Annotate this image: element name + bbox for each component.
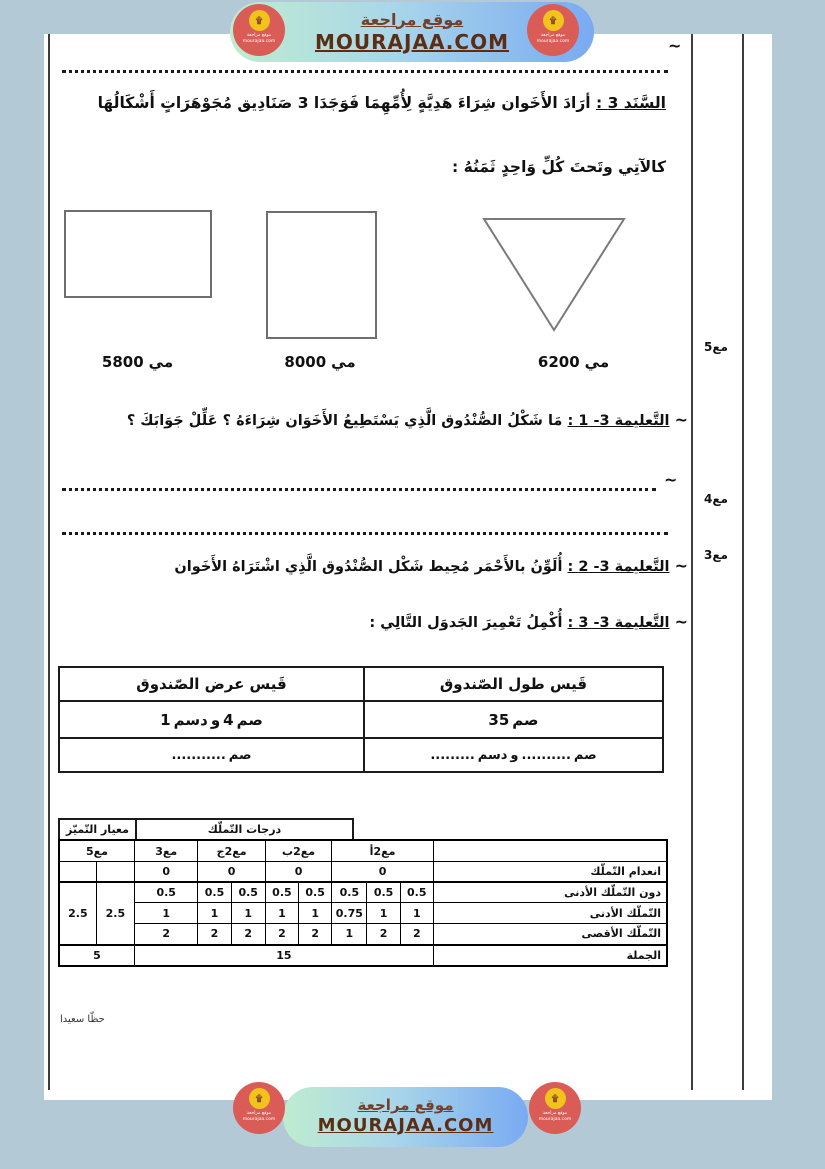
grading-table — [58, 839, 668, 967]
score-cell: 0.5 — [265, 882, 298, 903]
answer-line-1 — [62, 476, 656, 491]
score-cell: 0 — [198, 862, 265, 882]
score-cell: 0.5 — [134, 882, 197, 903]
exercise-title: السَّنَد 3 : — [596, 94, 666, 112]
table-row — [59, 862, 667, 882]
col-header-ma3: مع3 — [134, 840, 197, 862]
width-value-cell: 1 دسم و 4 صم — [59, 701, 364, 738]
length-value-cell: 35 صم — [364, 701, 663, 738]
logo-caption: موقع مراجعة mourajaa.com — [242, 33, 276, 44]
score-cell: 2 — [400, 924, 433, 945]
table-row — [59, 738, 663, 772]
question-3-1-label: التَّعليمة 3- 1 : — [567, 413, 670, 429]
frame-right-rule — [742, 34, 744, 1090]
tilde-mark: ~ — [674, 556, 688, 575]
site-name-arabic[interactable]: موقع مراجعة — [357, 1096, 454, 1115]
question-3-1-text: مَا شَكْلُ الصُّنْدُوق الَّذِي يَسْتَطِيعُ الأَخَوَان شِرَاءَهُ ؟ عَلِّلْ جَوَابَكَ ؟ — [126, 413, 563, 429]
triangle-price-label: 6200 مي — [537, 353, 610, 371]
score-cell: 0.5 — [198, 882, 231, 903]
score-cell: 2 — [367, 924, 400, 945]
score-cell: 2 — [265, 924, 298, 945]
col-header-ma5: مع5 — [59, 840, 134, 862]
row-label: التّملّك الأدنى — [433, 903, 667, 924]
site-banner-footer — [283, 1087, 528, 1147]
table-row — [59, 701, 663, 738]
margin-score-5: مع5 — [704, 340, 728, 354]
site-logo-icon — [233, 4, 285, 56]
empty-cell — [59, 862, 96, 882]
total-mastery-cell: 15 — [134, 945, 433, 966]
question-3-2-text: أُلَوِّنُ بالأَحْمَر مُحِيط شَكْل الصُّنْدُوق الَّذِي اشْتَرَاهُ الأَخَوان — [174, 559, 563, 575]
score-cell: 2 — [299, 924, 332, 945]
row-label: انعدام التّملّك — [433, 862, 667, 882]
exercise-statement — [60, 94, 666, 112]
length-header-cell: قَيس طول الصّندوق — [364, 667, 663, 701]
score-cell: 1 — [265, 903, 298, 924]
question-3-3 — [60, 612, 688, 631]
score-cell: 1 — [198, 903, 231, 924]
score-cell: 2 — [231, 924, 265, 945]
table-row — [59, 903, 667, 924]
frame-inner-rule — [691, 34, 693, 1090]
question-3-1 — [60, 410, 688, 429]
tilde-mark: ~ — [664, 470, 678, 489]
question-3-2 — [60, 556, 688, 575]
logo-pen-icon: ۩ — [249, 10, 270, 31]
table-row — [59, 945, 667, 966]
site-name-arabic[interactable]: موقع مراجعة — [360, 9, 464, 29]
exercise-statement-2: كالآتِي وتَحتَ كُلِّ وَاحِدٍ ثَمَنُهُ : — [452, 158, 666, 176]
question-3-3-text: أُكْمِلُ تَعْمِيرَ الجَدوَل التَّالِي : — [369, 615, 563, 631]
tilde-mark: ~ — [668, 36, 682, 55]
logo-caption: موقع مراجعة mourajaa.com — [538, 1111, 572, 1122]
logo-caption: موقع مراجعة mourajaa.com — [242, 1111, 276, 1122]
score-cell: 1 — [332, 924, 367, 945]
table-row — [59, 882, 667, 903]
length-answer-cell: ......... دسم و .......... صم — [364, 738, 663, 772]
mastery-degrees-header: درجات التّملّك — [137, 818, 354, 839]
score-cell: 1 — [299, 903, 332, 924]
tilde-mark: ~ — [674, 612, 688, 631]
answer-line-2 — [62, 520, 668, 535]
logo-caption: موقع مراجعة mourajaa.com — [536, 33, 570, 44]
logo-pen-icon: ۩ — [543, 10, 564, 31]
score-cell: 0.5 — [332, 882, 367, 903]
logo-pen-icon: ۩ — [545, 1088, 566, 1109]
table-row — [59, 667, 663, 701]
score-cell: 0 — [265, 862, 331, 882]
score-cell: 1 — [400, 903, 433, 924]
table-row — [59, 924, 667, 945]
tilde-mark: ~ — [674, 410, 688, 429]
measurement-table — [58, 666, 664, 773]
total-criterion-cell: 5 — [59, 945, 134, 966]
row-label: الجملة — [433, 945, 667, 966]
row-label: التّملّك الأقصى — [433, 924, 667, 945]
rectangle-box-shape — [64, 210, 212, 298]
exercise-statement-text: أرَادَ الأَخَوان شِرَاءَ هَدِيَّةٍ لِأُمِّهِمَا فَوَجَدَا 3 صَنَادِيق مُجَوْهَرَاتٍ أَشْكَالُهَا — [97, 94, 591, 112]
square-box-shape — [266, 211, 377, 339]
excellence-criterion-header: معيار التّميّز — [58, 818, 137, 839]
score-cell: 0 — [332, 862, 434, 882]
col-header-ma2b: مع2ب — [265, 840, 331, 862]
site-logo-icon — [529, 1082, 581, 1134]
col-header-ma2a: مع2أ — [332, 840, 434, 862]
empty-cell — [96, 862, 134, 882]
row-label: دون التّملّك الأدنى — [433, 882, 667, 903]
row-label-header-empty — [433, 840, 667, 862]
frame-left-rule — [48, 34, 50, 1090]
grading-strip — [58, 818, 354, 839]
logo-pen-icon: ۩ — [249, 1088, 270, 1109]
score-cell: 1 — [367, 903, 400, 924]
good-luck-note: حظّا سعيدا — [60, 1014, 105, 1025]
score-cell: 0.5 — [367, 882, 400, 903]
width-header-cell: قَيس عرض الصّندوق — [59, 667, 364, 701]
margin-score-4: مع4 — [704, 492, 728, 506]
score-cell: 2 — [134, 924, 197, 945]
margin-score-3: مع3 — [704, 548, 728, 562]
triangle-box-shape — [480, 216, 628, 334]
score-cell: 0.75 — [332, 903, 367, 924]
question-3-2-label: التَّعليمة 3- 2 : — [567, 559, 670, 575]
col-header-ma2j: مع2ج — [198, 840, 265, 862]
rectangle-price-label: 5800 مي — [101, 353, 174, 371]
site-url-link[interactable]: MOURAJAA.COM — [317, 1115, 494, 1137]
score-cell: 0.5 — [400, 882, 433, 903]
score-cell: 0.5 — [299, 882, 332, 903]
score-cell: 1 — [134, 903, 197, 924]
table-row — [59, 840, 667, 862]
site-url-link[interactable]: MOURAJAA.COM — [315, 29, 509, 54]
question-3-3-label: التَّعليمة 3- 3 : — [567, 615, 670, 631]
criterion-score-cell: 2.5 — [59, 882, 96, 945]
score-cell: 0 — [134, 862, 197, 882]
square-price-label: 8000 مي — [284, 353, 356, 371]
score-cell: 1 — [231, 903, 265, 924]
site-logo-icon — [527, 4, 579, 56]
site-logo-icon — [233, 1082, 285, 1134]
score-cell: 0.5 — [231, 882, 265, 903]
width-answer-cell: ........... صم — [59, 738, 364, 772]
score-cell: 2 — [198, 924, 231, 945]
criterion-score-cell: 2.5 — [96, 882, 134, 945]
